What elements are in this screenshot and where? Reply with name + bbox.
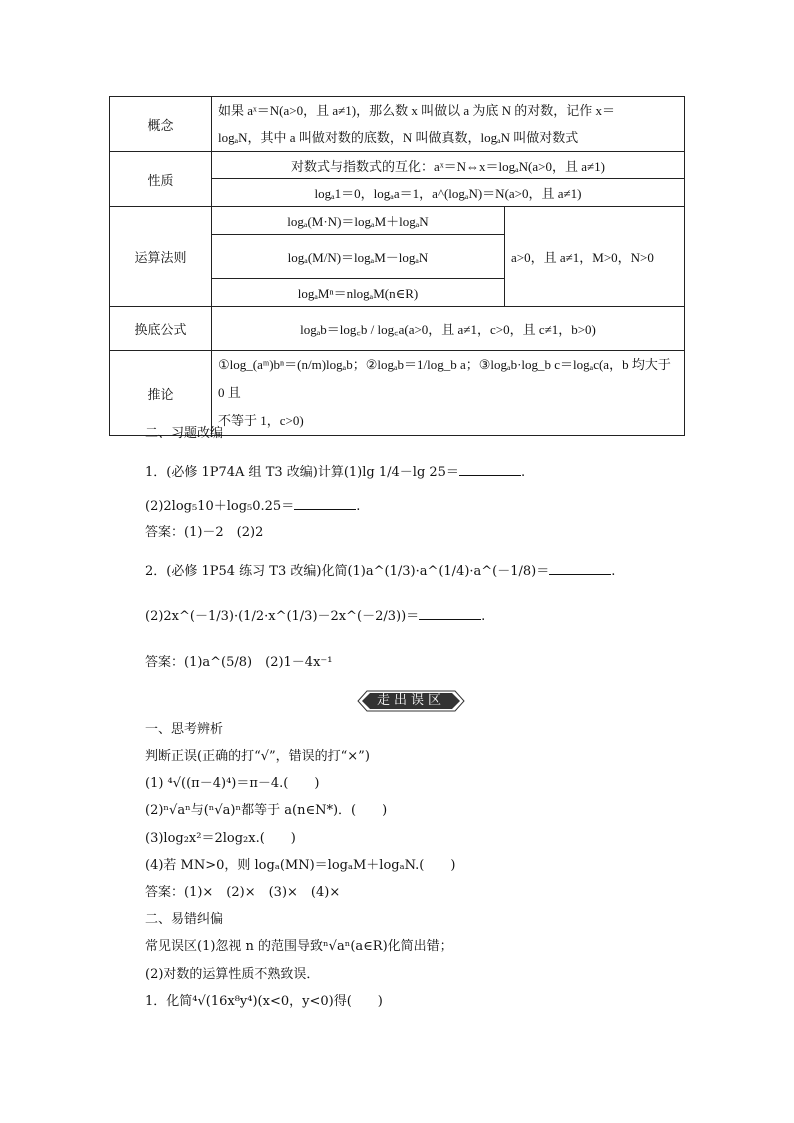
corollary-line-2: 不等于 1，c>0) xyxy=(218,413,304,428)
row-label: 性质 xyxy=(110,152,212,207)
row-label: 运算法则 xyxy=(110,207,212,307)
true-false-item-2: (2)ⁿ√aⁿ与(ⁿ√a)ⁿ都等于 a(n∈N*)．( ) xyxy=(145,803,388,818)
corollary-line-1: ①log_(aᵐ)bⁿ＝(n/m)logₐb；②logₐb＝1/log_b a；③logₐb·log_b c＝logₐc(a，b 均大于 0 且 xyxy=(218,357,671,400)
section-heading-errors: 二、易错纠偏 xyxy=(145,912,224,927)
logarithm-table xyxy=(109,96,685,436)
row-label: 换底公式 xyxy=(110,307,212,351)
table-row xyxy=(110,351,685,436)
banner-title: 走出误区 xyxy=(376,693,445,708)
error-question-1: 1．化简⁴√(16x⁸y⁴)(x<0，y<0)得( ) xyxy=(145,994,383,1009)
true-false-item-3: (3)log₂x²＝2log₂x.( ) xyxy=(145,831,296,846)
table-row xyxy=(110,97,685,152)
row-label: 概念 xyxy=(110,97,212,152)
exercise-2b: (2)2x^(－1/3)·(1/2·x^(1/3)－2x^(－2/3))＝ . xyxy=(145,609,486,624)
rule-quotient: logₐ(M/N)＝logₐM－logₐN xyxy=(212,235,505,279)
true-false-answer: 答案：(1)× (2)× (3)× (4)× xyxy=(145,885,341,900)
property-line-2: logₐ1＝0，logₐa＝1，a^(logₐN)＝N(a>0，且 a≠1) xyxy=(212,179,685,207)
concept-line-2: logₐN，其中 a 叫做对数的底数，N 叫做真数，logₐN 叫做对数式 xyxy=(218,130,579,145)
section-banner xyxy=(357,690,465,712)
error-paragraph-1: 常见误区(1)忽视 n 的范围导致ⁿ√aⁿ(a∈R)化简出错； xyxy=(145,939,453,954)
exercise-1: 1．(必修 1P74A 组 T3 改编)计算(1)lg 1/4－lg 25＝ . xyxy=(145,465,526,480)
table-row xyxy=(110,307,685,351)
property-line-1: 对数式与指数式的互化：aˣ＝N⇔x＝logₐN(a>0，且 a≠1) xyxy=(212,152,685,179)
true-false-item-1: (1) ⁴√((π－4)⁴)＝π－4.( ) xyxy=(145,776,320,791)
true-false-intro: 判断正误(正确的打“√”，错误的打“×”) xyxy=(145,749,370,764)
rule-power: logₐMⁿ＝nlogₐM(n∈R) xyxy=(212,279,505,307)
rule-condition: a>0，且 a≠1，M>0，N>0 xyxy=(505,207,685,307)
exercise-1b: (2)2log₅10＋log₅0.25＝ . xyxy=(145,499,361,514)
row-label: 推论 xyxy=(110,351,212,436)
answer-blank xyxy=(294,497,356,510)
table-row xyxy=(110,207,685,235)
section-heading-exercises: 二、习题改编 xyxy=(145,426,224,441)
table-row xyxy=(110,152,685,179)
answer-blank xyxy=(419,607,481,620)
exercise-2: 2．(必修 1P54 练习 T3 改编)化简(1)a^(1/3)·a^(1/4)·a^(－1/8)＝ . xyxy=(145,564,616,579)
true-false-item-4: (4)若 MN>0，则 logₐ(MN)＝logₐM＋logₐN.( ) xyxy=(145,858,456,873)
rule-product: logₐ(M·N)＝logₐM＋logₐN xyxy=(212,207,505,235)
error-paragraph-2: (2)对数的运算性质不熟致误． xyxy=(145,967,320,982)
answer-blank xyxy=(549,562,611,575)
concept-line-1: 如果 aˣ＝N(a>0，且 a≠1)，那么数 x 叫做以 a 为底 N 的对数，记作 x＝ xyxy=(218,103,615,118)
answer-2: 答案：(1)a^(5/8) (2)1－4x⁻¹ xyxy=(145,655,333,670)
section-heading-think: 一、思考辨析 xyxy=(145,722,224,737)
change-of-base: logₐb＝log꜀b / log꜀a(a>0，且 a≠1，c>0，且 c≠1，b>0) xyxy=(212,307,685,351)
answer-blank xyxy=(459,463,521,476)
answer-1: 答案：(1)－2 (2)2 xyxy=(145,525,264,540)
